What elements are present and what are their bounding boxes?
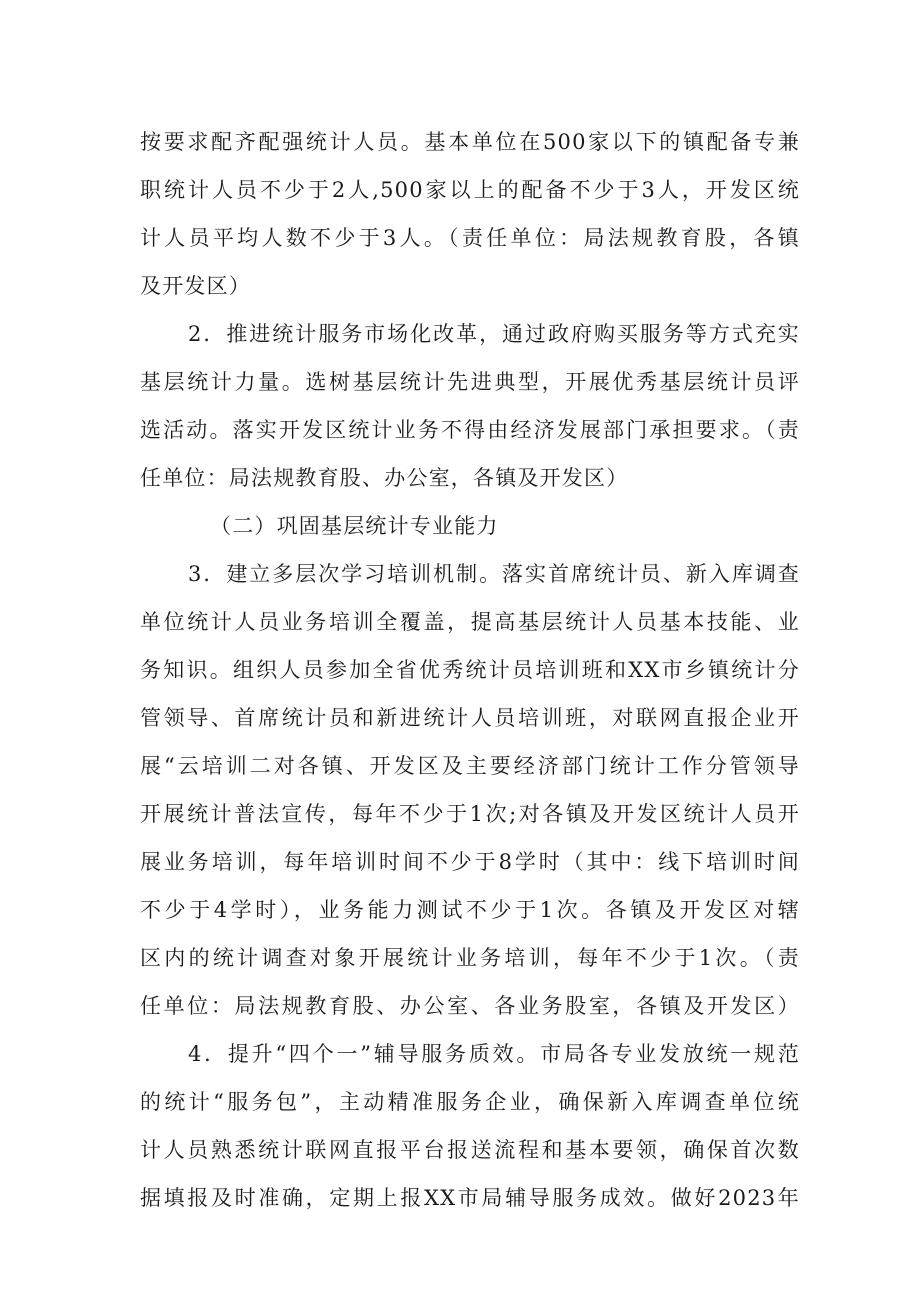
paragraph-line: 开展统计普法宣传，每年不少于1次;对各镇及开发区统计人员开: [140, 802, 800, 826]
paragraph-line: 4．提升“四个一”辅导服务质效。市局各专业发放统一规范: [188, 1042, 800, 1066]
paragraph-line: 按要求配齐配强统计人员。基本单位在500家以下的镇配备专兼: [140, 130, 800, 154]
section-heading: （二）巩固基层统计专业能力: [210, 514, 499, 538]
paragraph-line: 单位统计人员业务培训全覆盖，提高基层统计人员基本技能、业: [140, 610, 800, 634]
paragraph-line: 及开发区）: [140, 274, 251, 298]
paragraph-line: 计人员平均人数不少于3人。（责任单位：局法规教育股，各镇: [140, 226, 800, 250]
paragraph-line: 职统计人员不少于2人,500家以上的配备不少于3人，开发区统: [140, 178, 800, 202]
paragraph-line: 展业务培训，每年培训时间不少于8学时（其中：线下培训时间: [140, 850, 800, 874]
paragraph-line: 基层统计力量。选树基层统计先进典型，开展优秀基层统计员评: [140, 370, 800, 394]
paragraph-line: 区内的统计调查对象开展统计业务培训，每年不少于1次。（责: [140, 946, 800, 970]
paragraph-line: 任单位：局法规教育股、办公室、各业务股室，各镇及开发区）: [140, 994, 800, 1018]
paragraph-line: 务知识。组织人员参加全省优秀统计员培训班和XX市乡镇统计分: [140, 658, 800, 682]
paragraph-line: 2．推进统计服务市场化改革，通过政府购买服务等方式充实: [188, 322, 800, 346]
paragraph-line: 3．建立多层次学习培训机制。落实首席统计员、新入库调查: [188, 562, 800, 586]
paragraph-line: 管领导、首席统计员和新进统计人员培训班，对联网直报企业开: [140, 706, 800, 730]
paragraph-line: 任单位：局法规教育股、办公室，各镇及开发区）: [140, 466, 629, 490]
paragraph-line: 选活动。落实开发区统计业务不得由经济发展部门承担要求。（责: [140, 418, 800, 442]
paragraph-line: 不少于4学时），业务能力测试不少于1次。各镇及开发区对辖: [140, 898, 800, 922]
paragraph-line: 的统计“服务包”，主动精准服务企业，确保新入库调查单位统: [140, 1090, 800, 1114]
paragraph-line: 展“云培训二对各镇、开发区及主要经济部门统计工作分管领导: [140, 754, 800, 778]
paragraph-line: 计人员熟悉统计联网直报平台报送流程和基本要领，确保首次数: [140, 1138, 800, 1162]
paragraph-line: 据填报及时准确，定期上报XX市局辅导服务成效。做好2023年: [140, 1186, 800, 1210]
